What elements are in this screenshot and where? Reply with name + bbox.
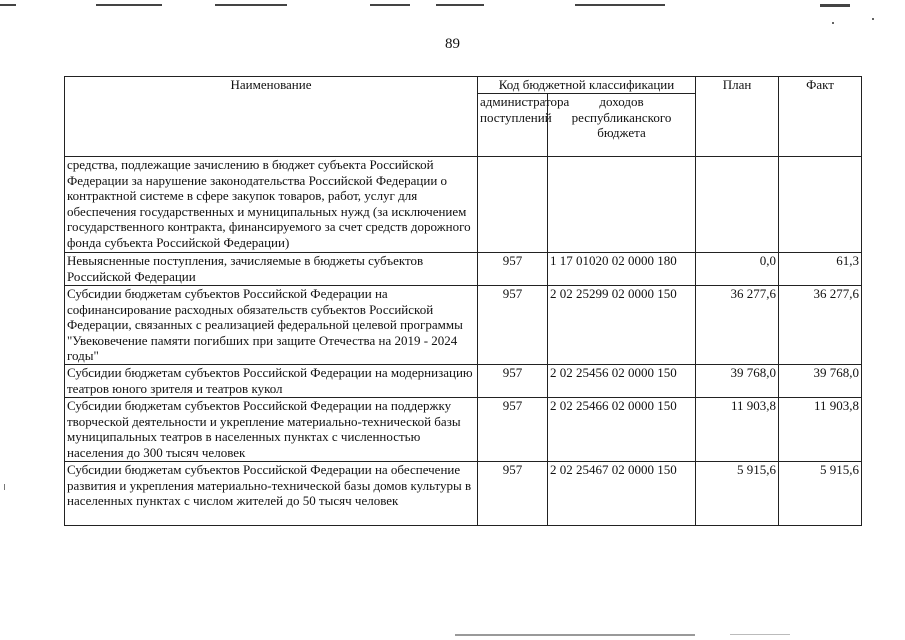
row-code: 2 02 25466 02 0000 150 <box>548 398 696 462</box>
row-plan: 36 277,6 <box>696 286 779 365</box>
row-plan: 5 915,6 <box>696 462 779 526</box>
header-admin-label: администратора поступлений <box>480 94 570 125</box>
row-admin <box>478 157 548 253</box>
header-income <box>548 94 696 157</box>
scan-mark <box>4 484 5 490</box>
row-plan <box>696 157 779 253</box>
scan-mark <box>436 4 484 6</box>
scan-mark <box>820 4 850 7</box>
row-code: 2 02 25467 02 0000 150 <box>548 462 696 526</box>
budget-income-table <box>64 76 862 526</box>
row-admin: 957 <box>478 253 548 286</box>
row-plan: 11 903,8 <box>696 398 779 462</box>
scan-mark <box>455 634 695 636</box>
row-fact <box>779 157 862 253</box>
row-admin: 957 <box>478 365 548 398</box>
header-name: Наименование <box>65 77 478 157</box>
row-name: Субсидии бюджетам субъектов Российской Федерации на софинансирование расходных обязательств субъектов Российской Федерации, связанных с реализацией федеральной целевой программы "Увековечение памяти погибших при защите Отечества на 2019 - 2024 годы" <box>65 286 478 365</box>
scan-dot <box>872 18 874 20</box>
row-fact: 36 277,6 <box>779 286 862 365</box>
row-admin: 957 <box>478 462 548 526</box>
table-row <box>65 253 862 286</box>
row-name: средства, подлежащие зачислению в бюджет субъекта Российской Федерации за нарушение законодательства Российской Федерации о контрактной системе в сфере закупок товаров, работ, услуг для обеспечения государственных и муниципальных нужд (за исключением государственного контракта, финансируемого за счет средств дорожного фонда субъекта Российской Федерации) <box>65 157 478 253</box>
scan-mark <box>730 634 790 635</box>
row-fact: 61,3 <box>779 253 862 286</box>
row-name: Субсидии бюджетам субъектов Российской Федерации на поддержку творческой деятельности и укрепление материально-технической базы муниципальных театров в населенных пунктах с численностью населения до 300 тысяч человек <box>65 398 478 462</box>
row-fact: 39 768,0 <box>779 365 862 398</box>
row-code: 2 02 25456 02 0000 150 <box>548 365 696 398</box>
table-row <box>65 398 862 462</box>
table-row <box>65 286 862 365</box>
row-admin: 957 <box>478 398 548 462</box>
scan-dot <box>832 22 834 24</box>
row-plan: 0,0 <box>696 253 779 286</box>
header-fact: Факт <box>779 77 862 157</box>
row-code <box>548 157 696 253</box>
scan-mark <box>370 4 410 6</box>
table-row <box>65 157 862 253</box>
table-row <box>65 365 862 398</box>
row-name: Невыясненные поступления, зачисляемые в бюджеты субъектов Российской Федерации <box>65 253 478 286</box>
row-code: 1 17 01020 02 0000 180 <box>548 253 696 286</box>
table-row <box>65 462 862 526</box>
row-name: Субсидии бюджетам субъектов Российской Федерации на обеспечение развития и укрепления материально-технической базы домов культуры в населенных пунктах с числом жителей до 50 тысяч человек <box>65 462 478 526</box>
row-fact: 11 903,8 <box>779 398 862 462</box>
scan-mark <box>0 4 16 6</box>
row-plan: 39 768,0 <box>696 365 779 398</box>
row-code: 2 02 25299 02 0000 150 <box>548 286 696 365</box>
header-admin <box>478 94 570 157</box>
header-plan: План <box>696 77 779 157</box>
header-code-group: Код бюджетной классификации <box>478 77 696 94</box>
row-name: Субсидии бюджетам субъектов Российской Федерации на модернизацию театров юного зрителя и театров кукол <box>65 365 478 398</box>
scan-mark <box>96 4 162 6</box>
scan-mark <box>575 4 665 6</box>
header-income-label: доходов республиканского бюджета <box>571 94 672 140</box>
row-admin: 957 <box>478 286 548 365</box>
page-number: 89 <box>445 36 460 52</box>
scan-mark <box>215 4 287 6</box>
row-fact: 5 915,6 <box>779 462 862 526</box>
